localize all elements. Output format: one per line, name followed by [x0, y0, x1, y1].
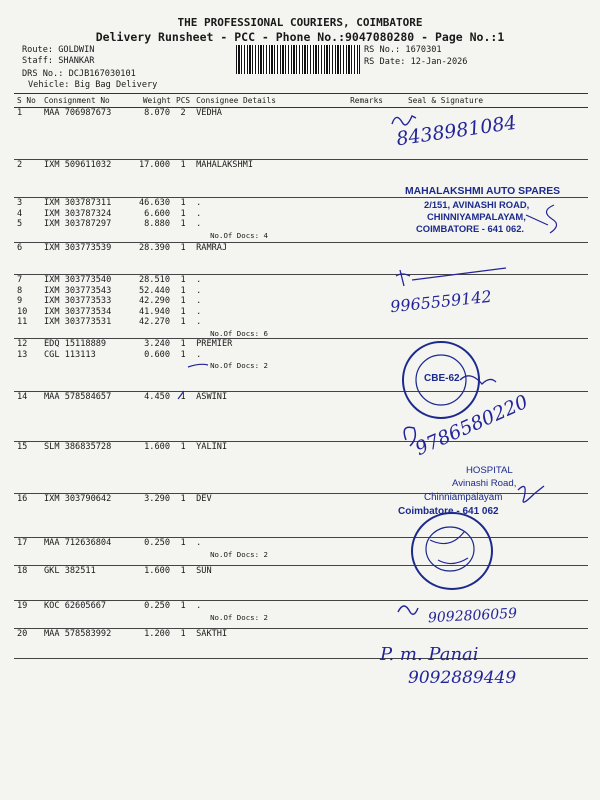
consignment-cell-value: IXM 303787297 — [44, 219, 112, 230]
consignment-cell-value: MAA 706987673 — [44, 108, 112, 118]
weight-cell-value: 6.600 — [144, 208, 170, 219]
stamp-line: 2/151, AVINASHI ROAD, — [424, 199, 530, 210]
consignment-cell-value: IXM 509611032 — [44, 160, 112, 170]
consignee-cell-value: . — [196, 306, 202, 317]
weight-cell-value: 52.440 — [138, 285, 170, 296]
pcs-cell-value: 1 — [180, 392, 186, 402]
weight-cell-value: 28.390 — [138, 243, 170, 253]
signature-7 — [430, 532, 468, 564]
weight-cell-value: 1.200 — [144, 629, 170, 639]
pcs-cell-value: 1 — [180, 160, 186, 170]
stamp-line: MAHALAKSHMI AUTO SPARES — [405, 186, 561, 197]
sno-cell-value: 20 — [17, 629, 28, 639]
weight-cell-value: 3.240 — [144, 339, 170, 349]
runsheet-subtitle: Delivery Runsheet - PCC - Phone No.:9047080280 - Page No.:1 — [95, 30, 505, 44]
col-sno: S No — [14, 94, 41, 108]
consignee-cell-value: . — [196, 275, 202, 285]
pcs-cell-value: 1 — [180, 219, 186, 230]
consignee-cell-value: MAHALAKSHMI — [196, 160, 254, 170]
hospital-seal-inner — [426, 527, 474, 571]
handwritten-phone-4: 9092806059 — [427, 605, 518, 627]
hospital-stamp-line: Avinashi Road, — [452, 478, 517, 489]
consignee-cell-value: . — [196, 219, 202, 230]
handwritten-phone-1: 8438981084 — [395, 111, 518, 151]
sno-cell-value: 2 — [17, 160, 23, 170]
consignee-cell-value: RAMRAJ — [196, 243, 228, 253]
docs-count: No.Of Docs: 2 — [210, 361, 268, 371]
consignment-cell-value: KOC 62605667 — [44, 601, 107, 611]
premier-stamp-text: CBE-62 — [424, 373, 460, 384]
sno-cell-value: 7 — [17, 275, 23, 285]
consignee-cell-value: . — [196, 198, 202, 208]
sno-cell-value: 11 — [17, 317, 28, 328]
sno-cell-value: 16 — [17, 494, 28, 504]
pcs-cell-value: 1 — [180, 339, 186, 349]
hospital-stamp-line: Chinniampalayam — [424, 492, 503, 503]
pcs-cell-value: 1 — [180, 317, 186, 328]
hospital-stamp-line: HOSPITAL — [466, 465, 513, 476]
pcs-cell-value: 1 — [180, 442, 186, 452]
consignment-cell-value: IXM 303790642 — [44, 494, 112, 504]
tick-mark-13 — [178, 391, 184, 399]
consignment-cell-value: IXM 303773534 — [44, 306, 112, 317]
consignment-cell-value: MAA 578583992 — [44, 629, 112, 639]
pcs-cell-value: 1 — [180, 629, 186, 639]
consignment-cell-value: IXM 303787324 — [44, 208, 112, 219]
consignment-cell-value: IXM 303787311 — [44, 198, 112, 208]
signature-8 — [398, 606, 418, 614]
weight-cell-value: 0.250 — [144, 601, 170, 611]
weight-cell-value: 41.940 — [138, 306, 170, 317]
consignment-cell-value: IXM 303773539 — [44, 243, 112, 253]
pcs-cell-value: 1 — [180, 275, 186, 285]
consignment-cell-value: IXM 303773531 — [44, 317, 112, 328]
pcs-cell-value: 2 — [180, 108, 186, 118]
col-consignee: Consignee Details — [193, 94, 347, 108]
stamp-line: CHINNIYAMPALAYAM, — [427, 211, 526, 222]
docs-count: No.Of Docs: 2 — [210, 549, 268, 559]
hospital-stamp-line: Coimbatore - 641 062 — [398, 506, 499, 517]
pcs-cell-value: 1 — [180, 538, 186, 548]
sno-cell-value: 1 — [17, 108, 23, 118]
weight-cell-value: 42.290 — [138, 296, 170, 307]
pcs-cell-value: 1 — [180, 601, 186, 611]
consignment-cell-value: IXM 303773543 — [44, 285, 112, 296]
weight-cell-value: 8.070 — [144, 108, 170, 118]
drs-number: DRS No.: DCJB167030101 — [22, 69, 136, 79]
consignee-cell-value: . — [196, 285, 202, 296]
weight-cell-value: 28.510 — [138, 275, 170, 285]
weight-cell-value: 4.450 — [144, 392, 170, 402]
sno-cell-value: 3 — [17, 198, 23, 208]
consignee-cell-value: SUN — [196, 566, 212, 576]
rs-date: RS Date: 12-Jan-2026 — [364, 57, 468, 67]
signature-6 — [518, 486, 544, 502]
route-label: Route: GOLDWIN — [22, 45, 95, 55]
sno-cell-value: 6 — [17, 243, 23, 253]
weight-cell-value: 46.630 — [138, 198, 170, 208]
weight-cell-value: 1.600 — [144, 442, 170, 452]
consignee-cell-value: . — [196, 538, 202, 548]
consignee-cell-value: . — [196, 296, 202, 307]
handwritten-signer-name: P. m. Panai — [380, 644, 479, 665]
consignment-cell-value: SLM 386835728 — [44, 442, 112, 452]
consignee-cell-value: VEDHA — [196, 108, 222, 118]
weight-cell-value: 42.270 — [138, 317, 170, 328]
pcs-cell-value: 1 — [180, 243, 186, 253]
pcs-cell-value: 1 — [180, 349, 186, 360]
stamp-line: COIMBATORE - 641 062. — [416, 223, 525, 234]
sno-cell-value: 10 — [17, 306, 28, 317]
tick-mark-12 — [188, 364, 208, 367]
pcs-cell-value: 1 — [180, 285, 186, 296]
sno-cell-value: 4 — [17, 208, 23, 219]
sno-cell-value: 19 — [17, 601, 28, 611]
sno-cell-value: 8 — [17, 285, 23, 296]
signature-2-tail — [526, 215, 548, 225]
consignment-cell-value: IXM 303773533 — [44, 296, 112, 307]
consignment-cell-value: CGL 113113 — [44, 349, 96, 360]
handwritten-phone-2: 9965559142 — [389, 286, 493, 317]
consignee-cell-value: ASWINI — [196, 392, 228, 402]
col-pcs: PCS — [173, 94, 193, 108]
docs-count: No.Of Docs: 4 — [210, 230, 268, 240]
pcs-cell-value: 1 — [180, 494, 186, 504]
sno-cell-value: 5 — [17, 219, 23, 230]
sno-cell-value: 15 — [17, 442, 28, 452]
consignee-cell-value: . — [196, 317, 202, 328]
consignee-cell-value: . — [196, 349, 202, 360]
consignee-cell-value: . — [196, 208, 202, 219]
col-weight: Weight — [121, 94, 173, 108]
sno-cell-value: 18 — [17, 566, 28, 576]
weight-cell-value: 3.290 — [144, 494, 170, 504]
signature-3 — [396, 268, 506, 286]
signature-1 — [392, 116, 416, 125]
consignee-cell-value: PREMIER — [196, 339, 233, 349]
col-consignment: Consignment No — [41, 94, 121, 108]
consignee-cell-value: . — [196, 601, 202, 611]
hospital-seal-ring — [412, 513, 492, 589]
sno-cell-value: 9 — [17, 296, 23, 307]
col-remarks: Remarks — [347, 94, 386, 108]
pcs-cell-value: 1 — [180, 198, 186, 208]
sno-cell-value: 13 — [17, 349, 28, 360]
pcs-cell-value: 1 — [180, 306, 186, 317]
docs-count: No.Of Docs: 6 — [210, 328, 268, 338]
consignee-cell-value: YALINI — [196, 442, 228, 452]
company-title: THE PROFESSIONAL COURIERS, COIMBATORE — [177, 16, 423, 29]
consignee-cell-value: DEV — [196, 494, 212, 504]
pcs-cell-value: 1 — [180, 566, 186, 576]
pcs-cell-value: 1 — [180, 296, 186, 307]
consignee-cell-value: SAKTHI — [196, 629, 228, 639]
consignment-cell-value: GKL 382511 — [44, 566, 96, 576]
docs-count: No.Of Docs: 2 — [210, 612, 268, 622]
weight-cell-value: 1.600 — [144, 566, 170, 576]
weight-cell-value: 0.250 — [144, 538, 170, 548]
weight-cell-value: 17.000 — [138, 160, 170, 170]
consignment-cell-value: IXM 303773540 — [44, 275, 112, 285]
pcs-cell-value: 1 — [180, 208, 186, 219]
sno-cell-value: 12 — [17, 339, 28, 349]
consignment-cell-value: MAA 712636804 — [44, 538, 112, 548]
rs-number: RS No.: 1670301 — [364, 45, 442, 55]
handwritten-phone-5: 9092889449 — [408, 668, 517, 688]
signature-2 — [546, 205, 556, 233]
vehicle-label: Vehicle: Big Bag Delivery — [28, 80, 158, 90]
staff-label: Staff: SHANKAR — [22, 56, 95, 66]
sno-cell-value: 17 — [17, 538, 28, 548]
col-seal: Seal & Signature — [386, 94, 588, 108]
weight-cell-value: 8.880 — [144, 219, 170, 230]
weight-cell-value: 0.600 — [144, 349, 170, 360]
handwritten-phone-3: 9786580220 — [412, 390, 532, 461]
consignment-cell-value: EDQ 15118889 — [44, 339, 107, 349]
sno-cell-value: 14 — [17, 392, 28, 402]
consignment-cell-value: MAA 578584657 — [44, 392, 112, 402]
